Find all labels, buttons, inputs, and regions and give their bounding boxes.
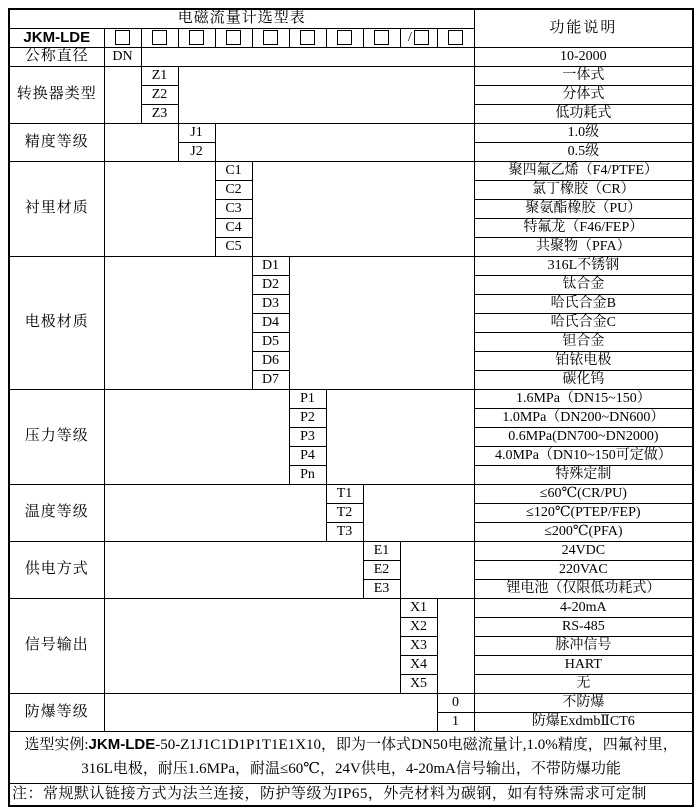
spacer-cell [437,598,474,693]
code-cell: X1 [400,598,437,617]
desc-cell: 碳化钨 [474,370,693,389]
code-cell: E3 [363,579,400,598]
checkbox-icon [189,30,204,45]
table-row [9,484,693,503]
code-cell: C2 [215,180,252,199]
section-label: 衬里材质 [9,161,104,256]
spacer-cell [104,541,363,598]
desc-cell: 特殊定制 [474,465,693,484]
desc-cell: RS-485 [474,617,693,636]
checkbox-cell [178,28,215,47]
code-cell: D5 [252,332,289,351]
checkbox-cell [326,28,363,47]
code-cell: D4 [252,313,289,332]
desc-cell: 分体式 [474,85,693,104]
code-cell: D2 [252,275,289,294]
example-text [9,731,693,783]
desc-cell: 防爆ExdmbⅡCT6 [474,712,693,731]
desc-cell: 钽合金 [474,332,693,351]
code-cell: P4 [289,446,326,465]
slash-separator: / [408,30,412,46]
section-label: 电极材质 [9,256,104,389]
code-cell: D6 [252,351,289,370]
code-cell: C5 [215,237,252,256]
code-cell: D1 [252,256,289,275]
example-line2: 316L电极，耐压1.6MPa，耐温≤60℃，24V供电，4-20mA信号输出，不带防爆功能 [81,761,621,777]
section-label: 防爆等级 [9,693,104,731]
code-cell: Z3 [141,104,178,123]
desc-cell: 聚四氟乙烯（F4/PTFE） [474,161,693,180]
section-label: 温度等级 [9,484,104,541]
checkbox-icon [374,30,389,45]
checkbox-icon [263,30,278,45]
code-cell: 0 [437,693,474,712]
checkbox-icon [448,30,463,45]
desc-cell: 不防爆 [474,693,693,712]
code-cell: P3 [289,427,326,446]
code-cell: J1 [178,123,215,142]
desc-cell: 无 [474,674,693,693]
table-row [9,161,693,180]
desc-cell: ≤60℃(CR/PU) [474,484,693,503]
desc-cell: 4.0MPa（DN10~150可定做） [474,446,693,465]
checkbox-cell [141,28,178,47]
checkbox-icon [300,30,315,45]
spacer-cell [363,484,474,541]
code-cell: T3 [326,522,363,541]
desc-cell: 1.0级 [474,123,693,142]
section-label: 供电方式 [9,541,104,598]
desc-cell: 1.0MPa（DN200~DN600） [474,408,693,427]
spacer-cell [104,66,141,123]
example-row [9,731,693,783]
spacer-cell [289,256,474,389]
code-cell: X3 [400,636,437,655]
spacer-cell [141,47,474,66]
desc-cell: 钛合金 [474,275,693,294]
table-title: 电磁流量计选型表 [9,9,474,28]
desc-cell: 0.6MPa(DN700~DN2000) [474,427,693,446]
desc-cell: 特氟龙（F46/FEP） [474,218,693,237]
note-text: 注：常规默认链接方式为法兰连接，防护等级为IP65，外壳材料为碳钢，如有特殊需求可定制 [9,783,693,806]
desc-cell: 氯丁橡胶（CR） [474,180,693,199]
example-model-code: JKM-LDE [88,736,156,753]
checkbox-icon [226,30,241,45]
checkbox-cell [437,28,474,47]
desc-cell: 锂电池（仅限低功耗式） [474,579,693,598]
spacer-cell [104,693,437,731]
spacer-cell [215,123,474,161]
code-cell: Z2 [141,85,178,104]
checkbox-cell [400,28,437,47]
spacer-cell [400,541,474,598]
code-cell: E2 [363,560,400,579]
title-row [9,9,693,28]
section-label: 压力等级 [9,389,104,484]
spacer-cell [104,161,215,256]
desc-cell: 4-20mA [474,598,693,617]
spacer-cell [178,66,474,123]
code-cell: 1 [437,712,474,731]
desc-cell: 1.6MPa（DN15~150） [474,389,693,408]
code-cell: DN [104,47,141,66]
checkbox-icon [115,30,130,45]
desc-cell: 220VAC [474,560,693,579]
table-row [9,541,693,560]
checkbox-icon [152,30,167,45]
checkbox-cell [215,28,252,47]
code-cell: C3 [215,199,252,218]
table-row [9,47,693,66]
desc-cell: ≤120℃(PTEP/FEP) [474,503,693,522]
desc-cell: 哈氏合金B [474,294,693,313]
model-code: JKM-LDE [9,28,104,47]
note-row [9,783,693,806]
desc-cell: 低功耗式 [474,104,693,123]
desc-cell: 脉冲信号 [474,636,693,655]
selection-table [8,8,694,807]
spacer-cell [326,389,474,484]
section-label: 公称直径 [9,47,104,66]
spacer-cell [104,598,400,693]
function-header: 功能说明 [474,9,693,47]
section-label: 转换器类型 [9,66,104,123]
checkbox-cell [363,28,400,47]
code-cell: P1 [289,389,326,408]
code-cell: C1 [215,161,252,180]
checkbox-cell [289,28,326,47]
table-row [9,598,693,617]
table-row [9,389,693,408]
checkbox-cell [104,28,141,47]
code-cell: T1 [326,484,363,503]
code-cell: C4 [215,218,252,237]
table-row [9,123,693,142]
desc-cell: 10-2000 [474,47,693,66]
code-cell: Z1 [141,66,178,85]
spacer-cell [104,389,289,484]
table-row [9,256,693,275]
code-cell: P2 [289,408,326,427]
section-label: 信号输出 [9,598,104,693]
code-cell: E1 [363,541,400,560]
desc-cell: 聚氨酯橡胶（PU） [474,199,693,218]
code-cell: X5 [400,674,437,693]
code-cell: X4 [400,655,437,674]
checkbox-icon [414,30,429,45]
code-cell: D3 [252,294,289,313]
code-cell: J2 [178,142,215,161]
code-cell: X2 [400,617,437,636]
section-label: 精度等级 [9,123,104,161]
desc-cell: ≤200℃(PFA) [474,522,693,541]
desc-cell: 一体式 [474,66,693,85]
desc-cell: HART [474,655,693,674]
code-cell: D7 [252,370,289,389]
code-cell: T2 [326,503,363,522]
example-rest: -50-Z1J1C1D1P1T1E1X10，即为一体式DN50电磁流量计,1.0%精度，四氟衬里， [155,737,678,753]
spacer-cell [104,256,252,389]
desc-cell: 316L不锈钢 [474,256,693,275]
desc-cell: 24VDC [474,541,693,560]
spacer-cell [252,161,474,256]
desc-cell: 0.5级 [474,142,693,161]
desc-cell: 铂铱电极 [474,351,693,370]
spacer-cell [104,484,326,541]
desc-cell: 哈氏合金C [474,313,693,332]
code-cell: Pn [289,465,326,484]
checkbox-cell [252,28,289,47]
desc-cell: 共聚物（PFA） [474,237,693,256]
table-row [9,66,693,85]
spacer-cell [104,123,178,161]
table-row [9,693,693,712]
example-prefix: 选型实例: [24,737,89,753]
checkbox-icon [337,30,352,45]
